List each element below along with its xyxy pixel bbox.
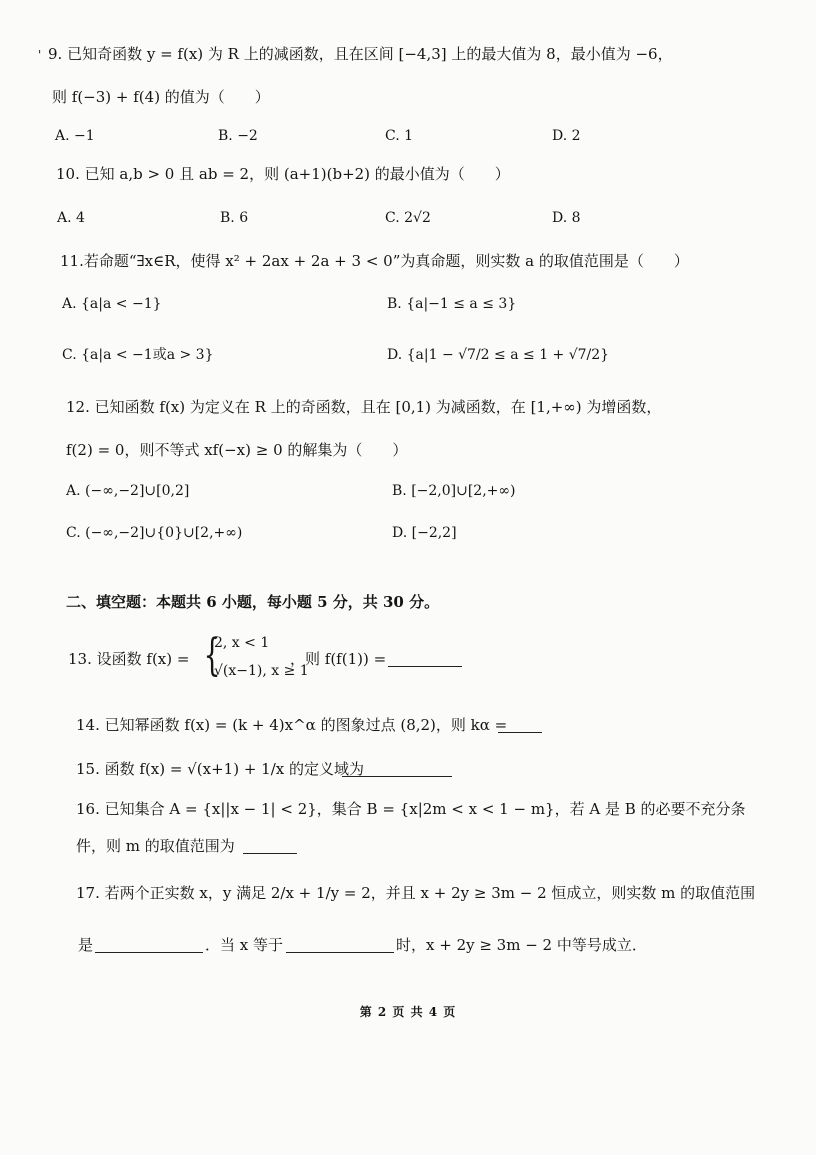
q17-answer-blank-1[interactable]	[95, 938, 203, 953]
q9-stem-line1: 9. 已知奇函数 y = f(x) 为 R 上的减函数，且在区间 [−4,3] 上的最大值为 8，最小值为 −6，	[48, 45, 673, 63]
q16-answer-blank[interactable]	[243, 839, 297, 854]
q13-case-1: 2, x < 1	[214, 635, 270, 651]
q16-stem-line2: 件，则 m 的取值范围为	[76, 837, 235, 855]
q12-option-a: A. (−∞,−2]∪[0,2]	[66, 483, 190, 499]
q11-option-b: B. {a|−1 ≤ a ≤ 3}	[387, 296, 517, 312]
stray-mark: '	[38, 48, 42, 62]
q13-answer-blank[interactable]	[388, 652, 462, 667]
q10-stem: 10. 已知 a,b > 0 且 ab = 2，则 (a+1)(b+2) 的最小值为（ ）	[56, 165, 510, 183]
q9-option-a: A. −1	[55, 128, 95, 144]
q12-option-c: C. (−∞,−2]∪{0}∪[2,+∞)	[66, 525, 243, 541]
q12-option-d: D. [−2,2]	[392, 525, 457, 541]
q11-stem: 11.若命题“∃x∈R，使得 x² + 2ax + 2a + 3 < 0”为真命题，则实数 a 的取值范围是（ ）	[60, 252, 689, 270]
q11-option-c: C. {a|a < −1或a > 3}	[62, 347, 214, 363]
q9-option-b: B. −2	[218, 128, 258, 144]
q17-stem-line1: 17. 若两个正实数 x，y 满足 2/x + 1/y = 2，并且 x + 2y ≥ 3m − 2 恒成立，则实数 m 的取值范围	[76, 884, 756, 902]
q12-stem-line2: f(2) = 0，则不等式 xf(−x) ≥ 0 的解集为（ ）	[66, 441, 408, 459]
q12-stem-line1: 12. 已知函数 f(x) 为定义在 R 上的奇函数，且在 [0,1) 为减函数，在 [1,+∞) 为增函数，	[66, 398, 662, 416]
q12-option-b: B. [−2,0]∪[2,+∞)	[392, 483, 516, 499]
q17-answer-blank-2[interactable]	[286, 938, 394, 953]
q13-prefix: 13. 设函数 f(x) =	[68, 650, 190, 668]
q11-option-a: A. {a|a < −1}	[62, 296, 162, 312]
q16-stem-line1: 16. 已知集合 A = {x||x − 1| < 2}，集合 B = {x|2m < x < 1 − m}，若 A 是 B 的必要不充分条	[76, 800, 746, 818]
section-fill-in-header: 二、填空题：本题共 6 小题，每小题 5 分，共 30 分。	[66, 593, 440, 611]
q17-stem-line2-end: 时，x + 2y ≥ 3m − 2 中等号成立．	[396, 936, 647, 954]
q10-option-a: A. 4	[57, 210, 85, 226]
q14-answer-blank[interactable]	[498, 718, 542, 733]
q10-option-d: D. 8	[552, 210, 581, 226]
q13-suffix: ，则 f(f(1)) =	[290, 650, 387, 668]
q9-stem-line2: 则 f(−3) + f(4) 的值为（ ）	[52, 88, 270, 106]
q11-option-d: D. {a|1 − √7/2 ≤ a ≤ 1 + √7/2}	[387, 347, 610, 363]
q10-option-b: B. 6	[220, 210, 249, 226]
q15-stem: 15. 函数 f(x) = √(x+1) + 1/x 的定义域为	[76, 760, 364, 778]
q14-stem: 14. 已知幂函数 f(x) = (k + 4)x^α 的图象过点 (8,2)，则 kα =	[76, 716, 508, 734]
q15-answer-blank[interactable]	[342, 762, 452, 777]
q10-option-c: C. 2√2	[385, 210, 431, 226]
q17-stem-line2-mid: ．当 x 等于	[205, 936, 283, 954]
q13-brace: {	[203, 630, 221, 681]
q9-option-d: D. 2	[552, 128, 581, 144]
page-footer: 第 2 页 共 4 页	[359, 1005, 457, 1019]
q17-stem-line2-start: 是	[78, 936, 94, 954]
q13-case-2: √(x−1), x ≥ 1	[214, 663, 309, 679]
q9-option-c: C. 1	[385, 128, 414, 144]
